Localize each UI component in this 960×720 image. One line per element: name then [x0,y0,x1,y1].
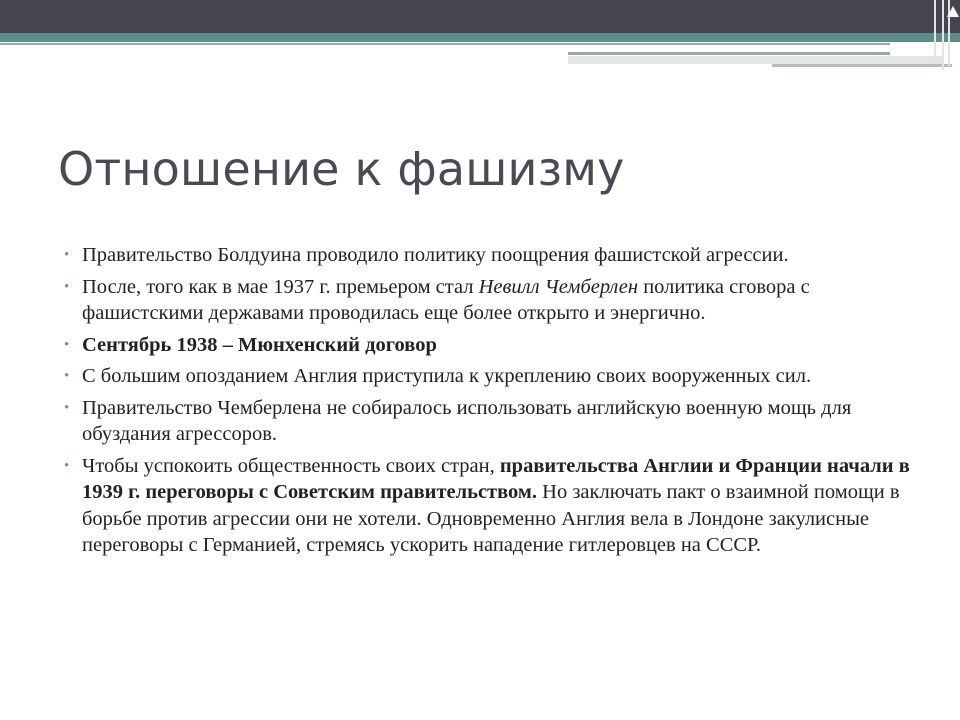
bullet-icon: • [64,399,70,416]
bullet-item [64,395,914,448]
bold-segment: правительства Англии и Франции начали в 1939 г. переговоры с Советским правительством. [82,454,910,503]
bullet-text [82,455,910,557]
bullet-text [82,276,810,325]
corner-triangle-icon [947,6,959,17]
header-thin-line [0,43,890,45]
text-segment: политика сговора с фашистскими державами проводилась еще более открыто и энергично. [82,275,810,324]
italic-name: Невилл Чемберлен [478,275,639,298]
bullet-item [64,332,914,359]
text-segment: После, того как в мае 1937 г. премьером стал [82,275,479,298]
bullet-text: Правительство Чемберлена не собиралось использовать английскую военную мощь для обуздания агрессоров. [82,396,852,445]
bullet-icon: • [64,336,70,353]
bullet-item [64,274,914,327]
decorative-vertical-line [942,0,944,70]
decorative-vertical-line [934,0,936,62]
bullet-icon: • [64,278,70,295]
decorative-stripe [568,56,944,64]
bullet-list [64,242,914,564]
bullet-icon: • [64,457,70,474]
bullet-item [64,453,914,559]
bullet-icon: • [64,368,70,384]
header-accent-stripe [0,33,960,42]
bullet-text: Правительство Болдуина проводило политику поощрения фашистской агрессии. [82,244,789,266]
bullet-item [64,242,914,269]
text-segment: Чтобы успокоить общественность своих стран, [82,454,500,477]
text-segment: Но заключать пакт о взаимной помощи в борьбе против агрессии они не хотели. Одновременно Англия вела в Лондоне закулисные переговоры с Германией, стремясь ускорить нападение гитлеровцев на СССР. [82,481,900,556]
header-band [0,0,960,33]
slide-title: Отношение к фашизму [58,142,625,196]
decorative-stripe [772,64,952,67]
bullet-item [64,363,914,390]
bullet-text-bold: Сентябрь 1938 – Мюнхенский договор [82,333,437,356]
bullet-icon: • [64,247,70,263]
bullet-text: С большим опозданием Англия приступила к укреплению своих вооруженных сил. [82,365,812,387]
decorative-stripe [568,52,890,55]
